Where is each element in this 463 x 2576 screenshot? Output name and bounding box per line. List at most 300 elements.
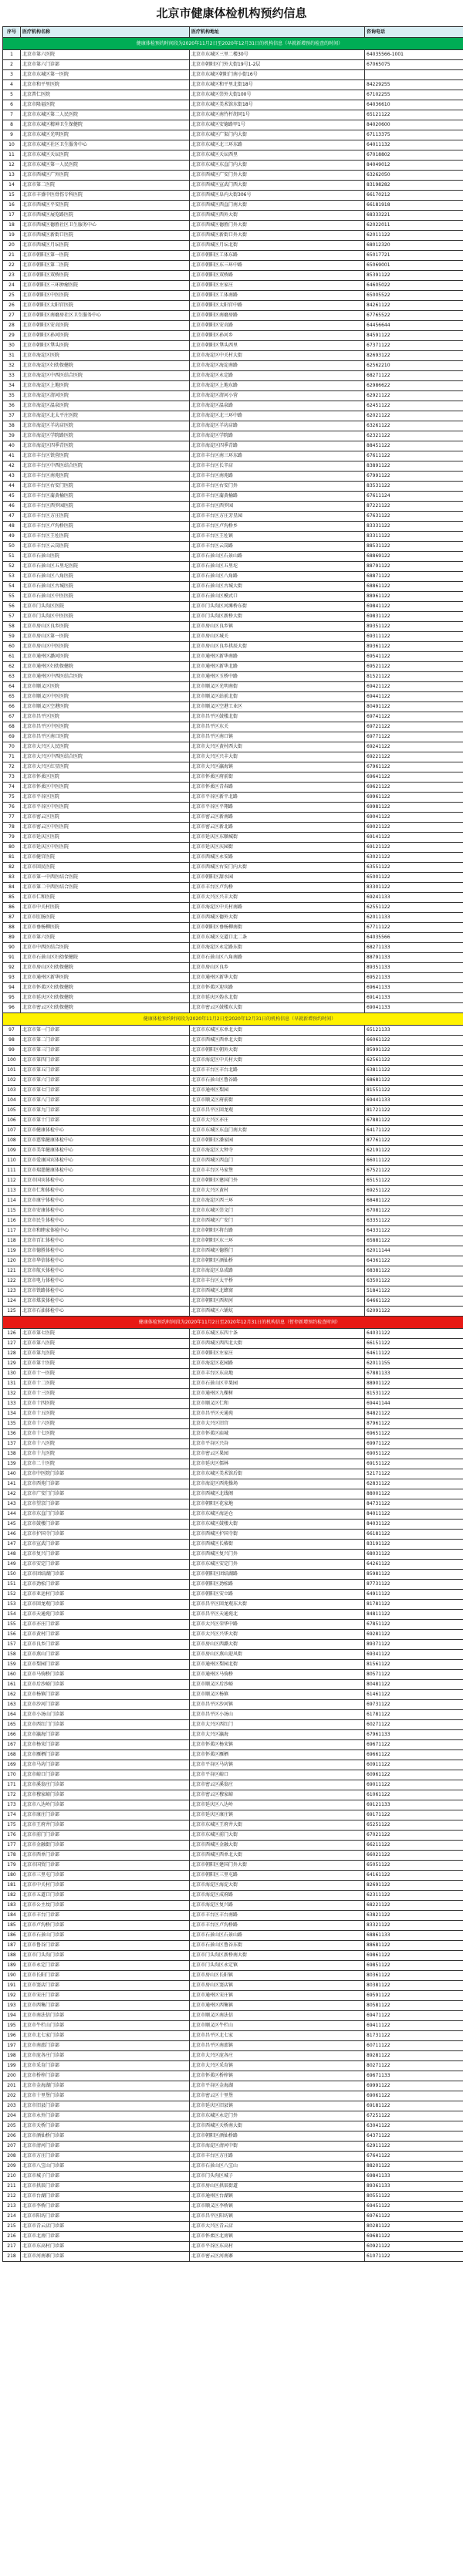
- institution-address: 北京市丰台区西罗园: [190, 502, 365, 512]
- institution-address: 北京市朝阳区潘家园: [190, 1136, 365, 1146]
- institution-name: 北京市天桥门诊部: [21, 2121, 190, 2131]
- institution-name: 北京市怀柔区妇幼保健院: [21, 983, 190, 993]
- contact-phone: 80281122: [365, 2222, 463, 2232]
- table-row: [3, 1610, 463, 1620]
- institution-name: 北京市第二医院: [21, 181, 190, 191]
- contact-phone: 88961122: [365, 592, 463, 602]
- contact-phone: 64456644: [365, 321, 463, 331]
- institution-address: 北京市东城区王府井大街: [190, 1820, 365, 1831]
- table-row: [3, 1520, 463, 1530]
- institution-address: 北京市丰台区卢沟桥路: [190, 1921, 365, 1931]
- row-index: 195: [3, 2021, 21, 2031]
- table-row: [3, 2021, 463, 2031]
- row-index: 53: [3, 572, 21, 582]
- table-row: [3, 391, 463, 401]
- contact-phone: 60921122: [365, 2242, 463, 2252]
- institution-address: 北京市大兴区荣华中路: [190, 1620, 365, 1630]
- contact-phone: 69121122: [365, 843, 463, 853]
- row-index: 113: [3, 1186, 21, 1196]
- institution-address: 北京市东城区东直门南大街: [190, 1126, 365, 1136]
- contact-phone: 68031122: [365, 1550, 463, 1560]
- table-row: [3, 472, 463, 482]
- institution-name: 北京市马坊门诊部: [21, 1760, 190, 1770]
- table-row: [3, 1620, 463, 1630]
- table-row: [3, 1106, 463, 1116]
- institution-name: 北京市丰台区云岗医院: [21, 542, 190, 552]
- institution-name: 北京市丰台区卢沟桥医院: [21, 522, 190, 532]
- institution-name: 北京市海淀区四季青医院: [21, 441, 190, 451]
- row-index: 2: [3, 60, 21, 70]
- contact-phone: 68381122: [365, 1266, 463, 1276]
- institution-name: 北京市朝阳区安贞医院: [21, 321, 190, 331]
- institution-address: 北京市西城区西直门: [190, 1156, 365, 1166]
- institution-name: 北京市通州区中西医结合医院: [21, 672, 190, 682]
- row-index: 142: [3, 1489, 21, 1499]
- page-title: 北京市健康体检机构预约信息: [156, 6, 307, 20]
- table-row: [3, 2001, 463, 2011]
- institution-name: 北京市康庄门诊部: [21, 1810, 190, 1820]
- table-row: [3, 1961, 463, 1971]
- table-row: [3, 1841, 463, 1851]
- contact-phone: 62911122: [365, 2142, 463, 2152]
- contact-phone: 62191122: [365, 1146, 463, 1156]
- contact-phone: 61071122: [365, 2252, 463, 2262]
- institution-address: 北京市海淀区永定路: [190, 371, 365, 381]
- institution-address: 北京市顺义区府前街: [190, 1096, 365, 1106]
- table-row: [3, 1349, 463, 1359]
- institution-name: 北京市仁和医院: [21, 893, 190, 903]
- institution-name: 北京市朝阳区第一医院: [21, 251, 190, 261]
- institution-address: 北京市海淀区花园路: [190, 1359, 365, 1369]
- table-row: [3, 120, 463, 130]
- contact-phone: 88791133: [365, 953, 463, 963]
- row-index: 73: [3, 772, 21, 783]
- institution-name: 北京市通州区妇幼保健院: [21, 662, 190, 672]
- row-index: 66: [3, 702, 21, 712]
- table-row: [3, 1276, 463, 1286]
- institution-address: 北京市西城区长椿街: [190, 1540, 365, 1550]
- row-index: 104: [3, 1096, 21, 1106]
- institution-address: 北京市密云区穆家峪: [190, 1790, 365, 1800]
- institution-name: 北京市亚运村门诊部: [21, 1590, 190, 1600]
- table-row: [3, 772, 463, 783]
- institution-address: 北京市怀柔区府前街: [190, 772, 365, 783]
- header-address: 医疗机构地址: [190, 27, 365, 38]
- institution-address: 北京市顺义区牛栏山: [190, 2021, 365, 2031]
- institution-name: 北京市大兴区人民医院: [21, 742, 190, 752]
- row-index: 187: [3, 1941, 21, 1951]
- table-row: [3, 803, 463, 813]
- contact-phone: 69761122: [365, 2212, 463, 2222]
- row-index: 71: [3, 752, 21, 762]
- contact-phone: 83321122: [365, 1921, 463, 1931]
- contact-phone: 69771122: [365, 732, 463, 742]
- contact-phone: 64661122: [365, 1296, 463, 1307]
- contact-phone: 83891122: [365, 461, 463, 472]
- row-index: 86: [3, 903, 21, 913]
- institution-name: 北京市天通苑门诊部: [21, 1610, 190, 1620]
- contact-phone: 88531122: [365, 542, 463, 552]
- institution-name: 北京市李桥门诊部: [21, 2202, 190, 2212]
- contact-phone: 66021122: [365, 1851, 463, 1861]
- institution-address: 北京市平谷区东高村: [190, 2242, 365, 2252]
- contact-phone: 69441122: [365, 692, 463, 702]
- table-row: [3, 1256, 463, 1266]
- institution-address: 北京市石景山区苹果园: [190, 1379, 365, 1389]
- institution-name: 北京市梨园门诊部: [21, 1660, 190, 1670]
- table-row: [3, 1931, 463, 1941]
- table-row: [3, 291, 463, 301]
- section-header-row: [3, 1013, 463, 1026]
- institution-address: 北京市昌平区阳坊镇: [190, 2212, 365, 2222]
- institution-address: 北京市门头沟区河滩桥东街: [190, 602, 365, 612]
- table-row: [3, 833, 463, 843]
- institution-address: 北京市昌平区小汤山: [190, 1710, 365, 1720]
- contact-phone: 65051122: [365, 1861, 463, 1871]
- institution-address: 北京市门头沟区新桥大街: [190, 612, 365, 622]
- institution-name: 北京市庞各庄门诊部: [21, 2051, 190, 2061]
- table-row: [3, 371, 463, 381]
- institution-name: 北京市十八医院: [21, 1439, 190, 1449]
- table-row: [3, 1831, 463, 1841]
- institution-address: 北京市朝阳区东三环: [190, 1236, 365, 1246]
- row-index: 180: [3, 1871, 21, 1881]
- table-row: [3, 742, 463, 752]
- institution-address: 北京市海淀区上地东路: [190, 381, 365, 391]
- institution-address: 北京市西城区西单北大街: [190, 1851, 365, 1861]
- institution-name: 北京市南邵门诊部: [21, 2041, 190, 2051]
- contact-phone: 62022011: [365, 221, 463, 231]
- institution-name: 北京市长阳门诊部: [21, 1971, 190, 1981]
- institution-name: 北京市穆家峪门诊部: [21, 1790, 190, 1800]
- contact-phone: 63811122: [365, 1066, 463, 1076]
- table-row: [3, 2041, 463, 2051]
- institution-name: 北京市广安门门诊部: [21, 1489, 190, 1499]
- institution-address: 北京市海淀区海淀南路: [190, 361, 365, 371]
- institution-address: 北京市朝阳区甜水园: [190, 873, 365, 883]
- table-row: [3, 1851, 463, 1861]
- institution-name: 北京市青云店门诊部: [21, 2222, 190, 2232]
- institution-name: 北京市第四门诊部: [21, 1056, 190, 1066]
- institution-address: 北京市大兴区瀛海镇: [190, 762, 365, 772]
- contact-phone: 80551122: [365, 2192, 463, 2202]
- row-index: 126: [3, 1329, 21, 1339]
- contact-phone: 80481122: [365, 1680, 463, 1690]
- contact-phone: 69641122: [365, 772, 463, 783]
- table-row: [3, 2101, 463, 2111]
- contact-phone: 85981122: [365, 1570, 463, 1580]
- institution-name: 北京市窦店门诊部: [21, 1981, 190, 1991]
- institution-name: 北京市石景山门诊部: [21, 1931, 190, 1941]
- row-index: 81: [3, 853, 21, 863]
- institution-name: 北京市十三医院: [21, 1389, 190, 1399]
- row-index: 163: [3, 1700, 21, 1710]
- institution-name: 北京市民生体检中心: [21, 1216, 190, 1226]
- table-row: [3, 2091, 463, 2101]
- row-index: 169: [3, 1760, 21, 1770]
- institution-name: 北京市第十医院: [21, 1359, 190, 1369]
- row-index: 90: [3, 943, 21, 953]
- institution-address: 北京市大兴区旧宫: [190, 1419, 365, 1429]
- row-index: 61: [3, 652, 21, 662]
- row-index: 134: [3, 1409, 21, 1419]
- institution-address: 北京市大兴区黄村西大街: [190, 742, 365, 752]
- row-index: 24: [3, 281, 21, 291]
- institution-name: 北京市北七家门诊部: [21, 2031, 190, 2041]
- row-index: 20: [3, 241, 21, 251]
- row-index: 168: [3, 1750, 21, 1760]
- contact-phone: 65121133: [365, 1026, 463, 1036]
- institution-address: 北京市海淀区温泉路: [190, 401, 365, 411]
- table-row: [3, 783, 463, 793]
- institution-name: 北京市金融街门诊部: [21, 1841, 190, 1851]
- institution-address: 北京市平谷区平翔路: [190, 803, 365, 813]
- institution-name: 北京市台湖门诊部: [21, 2192, 190, 2202]
- table-row: [3, 171, 463, 181]
- row-index: 79: [3, 833, 21, 843]
- contact-phone: 84031122: [365, 1520, 463, 1530]
- contact-phone: 69991122: [365, 2081, 463, 2091]
- institution-address: 北京市昌平区南口镇: [190, 732, 365, 742]
- institution-address: 北京市朝阳区安贞路: [190, 321, 365, 331]
- contact-phone: 63041122: [365, 2121, 463, 2131]
- table-row: [3, 752, 463, 762]
- table-row: [3, 2222, 463, 2232]
- table-row: [3, 1660, 463, 1670]
- institution-address: 北京市朝阳区建国门外大街: [190, 1861, 365, 1871]
- row-index: 115: [3, 1206, 21, 1216]
- contact-phone: 64031122: [365, 1329, 463, 1339]
- row-index: 112: [3, 1176, 21, 1186]
- row-index: 35: [3, 391, 21, 401]
- institution-address: 北京市西城区护国寺街: [190, 1530, 365, 1540]
- institution-name: 北京市百汇体检中心: [21, 1236, 190, 1246]
- row-index: 217: [3, 2242, 21, 2252]
- institution-address: 北京市大兴区兴华大街: [190, 1630, 365, 1640]
- institution-name: 北京市丰台区南苑医院: [21, 472, 190, 482]
- row-index: 19: [3, 231, 21, 241]
- table-row: [3, 2071, 463, 2081]
- row-index: 140: [3, 1469, 21, 1479]
- contact-phone: 67631122: [365, 512, 463, 522]
- institution-address: 北京市怀柔区青春路: [190, 783, 365, 793]
- contact-phone: 64361122: [365, 1256, 463, 1266]
- row-index: 124: [3, 1296, 21, 1307]
- table-row: [3, 1419, 463, 1429]
- institution-address: 北京市朝阳区安立路: [190, 1590, 365, 1600]
- contact-phone: 84821122: [365, 1409, 463, 1419]
- institution-name: 北京市朝阳区垡头医院: [21, 341, 190, 351]
- institution-address: 北京市海淀区成府路: [190, 1891, 365, 1901]
- institution-name: 北京市门头沟门诊部: [21, 1951, 190, 1961]
- row-index: 205: [3, 2121, 21, 2131]
- row-index: 29: [3, 331, 21, 341]
- row-index: 4: [3, 80, 21, 90]
- row-index: 204: [3, 2111, 21, 2121]
- table-row: [3, 1389, 463, 1399]
- contact-phone: 62011133: [365, 913, 463, 923]
- table-row: [3, 451, 463, 461]
- contact-phone: 69021122: [365, 823, 463, 833]
- row-index: 103: [3, 1086, 21, 1096]
- institution-name: 北京市劲松门诊部: [21, 1580, 190, 1590]
- table-row: [3, 1790, 463, 1800]
- table-row: [3, 562, 463, 572]
- institution-address: 北京市石景山区八角南路: [190, 953, 365, 963]
- contact-phone: 64261122: [365, 1560, 463, 1570]
- institution-address: 北京市怀柔区庙城: [190, 1429, 365, 1439]
- row-index: 139: [3, 1459, 21, 1469]
- institution-address: 北京市西城区月坛北街: [190, 241, 365, 251]
- institution-name: 北京市房山区中医医院: [21, 642, 190, 652]
- contact-phone: 68271122: [365, 371, 463, 381]
- institution-name: 北京市中关村医院: [21, 903, 190, 913]
- row-index: 68: [3, 722, 21, 732]
- row-index: 185: [3, 1921, 21, 1931]
- row-index: 94: [3, 983, 21, 993]
- institution-name: 北京市二十医院: [21, 1459, 190, 1469]
- institution-name: 北京市石油体检中心: [21, 1307, 190, 1317]
- contact-phone: 62321122: [365, 431, 463, 441]
- institution-name: 北京市顺义区空港医院: [21, 702, 190, 712]
- row-index: 177: [3, 1841, 21, 1851]
- row-index: 38: [3, 421, 21, 431]
- institution-name: 北京市第一门诊部: [21, 1026, 190, 1036]
- table-row: [3, 482, 463, 492]
- row-index: 212: [3, 2192, 21, 2202]
- contact-phone: 62921122: [365, 391, 463, 401]
- row-index: 114: [3, 1196, 21, 1206]
- row-index: 91: [3, 953, 21, 963]
- table-row: [3, 1580, 463, 1590]
- table-row: [3, 1570, 463, 1580]
- table-row: [3, 1399, 463, 1409]
- contact-phone: 89361133: [365, 2182, 463, 2192]
- contact-phone: 84020600: [365, 120, 463, 130]
- contact-phone: 88681122: [365, 1941, 463, 1951]
- table-row: [3, 1951, 463, 1961]
- contact-phone: 68271133: [365, 943, 463, 953]
- institution-address: 北京市延庆区儒林: [190, 1459, 365, 1469]
- institution-name: 北京市煤炭体检中心: [21, 1296, 190, 1307]
- table-row: [3, 1770, 463, 1780]
- institution-address: 北京市东城区三里二楼30号: [190, 50, 365, 60]
- institution-address: 北京市昌平区回龙观: [190, 1106, 365, 1116]
- institution-name: 北京市隆福医院: [21, 100, 190, 110]
- institution-address: 北京市东城区东直门内大街: [190, 161, 365, 171]
- institution-name: 北京市美年健康体检中心: [21, 1146, 190, 1156]
- contact-phone: 62451122: [365, 401, 463, 411]
- row-index: 70: [3, 742, 21, 752]
- row-index: 62: [3, 662, 21, 672]
- institution-address: 北京市密云区新南路: [190, 813, 365, 823]
- institution-name: 北京市门头沟区医院: [21, 602, 190, 612]
- table-row: [3, 762, 463, 772]
- institution-address: 北京市大兴区兴丰大街: [190, 893, 365, 903]
- contact-phone: 69961122: [365, 793, 463, 803]
- institution-address: 北京市密云区鼓楼东大街: [190, 1003, 365, 1013]
- institution-name: 北京市安定门诊部: [21, 1560, 190, 1570]
- table-row: [3, 1730, 463, 1740]
- institution-address: 北京市朝阳区劲松路: [190, 1580, 365, 1590]
- contact-phone: 69641133: [365, 983, 463, 993]
- table-row: [3, 963, 463, 973]
- row-index: 189: [3, 1961, 21, 1971]
- row-index: 129: [3, 1359, 21, 1369]
- table-row: [3, 2121, 463, 2131]
- institution-name: 北京市桥梓门诊部: [21, 2071, 190, 2081]
- institution-name: 北京市十七医院: [21, 1429, 190, 1439]
- institution-address: 北京市房山区长阳镇: [190, 1971, 365, 1981]
- table-row: [3, 421, 463, 431]
- row-index: 144: [3, 1509, 21, 1520]
- institution-name: 北京市石景山区中医医院: [21, 592, 190, 602]
- contact-phone: 81721122: [365, 1106, 463, 1116]
- contact-phone: 69971122: [365, 1439, 463, 1449]
- contact-phone: 69311122: [365, 632, 463, 642]
- institution-address: 北京市朝阳区西坝河: [190, 1296, 365, 1307]
- table-row: [3, 1429, 463, 1439]
- institution-name: 北京市延庆区妇幼保健院: [21, 993, 190, 1003]
- contact-phone: 87961122: [365, 1419, 463, 1429]
- contact-phone: 69011122: [365, 1780, 463, 1790]
- institution-name: 北京市第十门诊部: [21, 1116, 190, 1126]
- institution-address: 北京市丰台区云岗路: [190, 542, 365, 552]
- contact-phone: 68481122: [365, 1196, 463, 1206]
- institution-name: 北京市密云区中医医院: [21, 823, 190, 833]
- row-index: 83: [3, 873, 21, 883]
- table-row: [3, 1800, 463, 1810]
- row-index: 98: [3, 1036, 21, 1046]
- row-index: 5: [3, 90, 21, 100]
- contact-phone: 83198282: [365, 181, 463, 191]
- contact-phone: 66211122: [365, 1841, 463, 1851]
- table-row: [3, 100, 463, 110]
- table-row: [3, 1670, 463, 1680]
- institution-name: 北京市第二门诊部: [21, 1036, 190, 1046]
- institution-name: 北京市杨镇门诊部: [21, 1690, 190, 1700]
- institution-address: 北京市东城区前门大街: [190, 1831, 365, 1841]
- institution-address: 北京市海淀区海淀大街: [190, 1881, 365, 1891]
- row-index: 160: [3, 1670, 21, 1680]
- contact-phone: 69041133: [365, 1003, 463, 1013]
- contact-phone: 67521122: [365, 1166, 463, 1176]
- row-index: 8: [3, 120, 21, 130]
- contact-phone: 67961122: [365, 762, 463, 772]
- row-index: 10: [3, 140, 21, 150]
- institution-address: 北京市东城区永定门外: [190, 2111, 365, 2121]
- contact-phone: 69471122: [365, 2011, 463, 2021]
- institution-address: 北京市朝阳区南磨房路: [190, 311, 365, 321]
- contact-phone: 62311122: [365, 1891, 463, 1901]
- row-index: 137: [3, 1439, 21, 1449]
- row-index: 201: [3, 2081, 21, 2091]
- contact-phone: 81521122: [365, 672, 463, 682]
- table-row: [3, 612, 463, 622]
- institution-address: 北京市东城区海运仓: [190, 1509, 365, 1520]
- institution-name: 北京市东高村门诊部: [21, 2242, 190, 2252]
- institution-address: 北京市海淀区大钟寺: [190, 1146, 365, 1156]
- row-index: 15: [3, 191, 21, 201]
- table-row: [3, 632, 463, 642]
- table-row: [3, 863, 463, 873]
- institution-name: 北京市东城区光明医院: [21, 130, 190, 140]
- row-index: 74: [3, 783, 21, 793]
- row-index: 158: [3, 1650, 21, 1660]
- table-row: [3, 2142, 463, 2152]
- contact-phone: 69621122: [365, 783, 463, 793]
- institution-name: 北京市和平里医院: [21, 80, 190, 90]
